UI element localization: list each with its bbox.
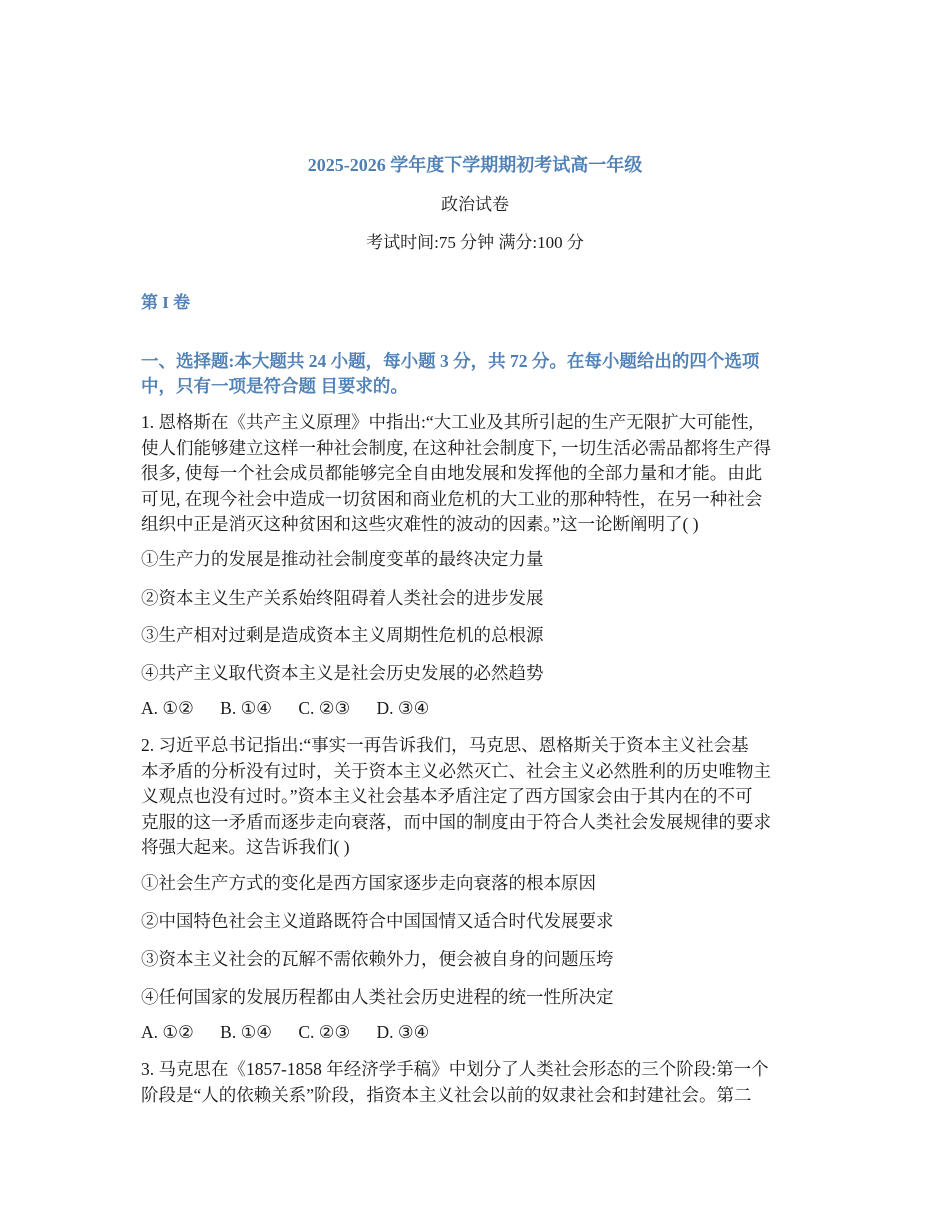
option-d[interactable]: D. ③④ — [376, 1022, 430, 1042]
stem-line: 2. 习近平总书记指出:“事实一再告诉我们，马克思、恩格斯关于资本主义社会基 — [141, 735, 749, 755]
question-2-stem — [141, 733, 831, 861]
section-heading — [141, 349, 821, 399]
question-1-stem — [141, 410, 831, 538]
q2-item-4: ④任何国家的发展历程都由人类社会历史进程的统一性所决定 — [141, 987, 614, 1007]
option-a[interactable]: A. ①② — [141, 698, 194, 718]
option-b[interactable]: B. ①④ — [220, 698, 272, 718]
question-3-stem — [141, 1057, 831, 1108]
q2-item-3: ③资本主义社会的瓦解不需依赖外力，便会被自身的问题压垮 — [141, 949, 614, 969]
volume-heading: 第 I 卷 — [141, 293, 191, 312]
section-heading-line: 一、选择题:本大题共 24 小题，每小题 3 分，共 72 分。在每小题给出的四个选项 — [141, 351, 760, 371]
option-b[interactable]: B. ①④ — [220, 1022, 272, 1042]
q2-item-2: ②中国特色社会主义道路既符合中国国情又适合时代发展要求 — [141, 911, 614, 931]
q1-item-2: ②资本主义生产关系始终阻碍着人类社会的进步发展 — [141, 588, 544, 608]
q1-item-1: ①生产力的发展是推动社会制度变革的最终决定力量 — [141, 549, 544, 569]
q2-item-1: ①社会生产方式的变化是西方国家逐步走向衰落的根本原因 — [141, 873, 596, 893]
q1-options — [141, 698, 451, 719]
exam-title: 2025-2026 学年度下学期期初考试高一年级 — [307, 155, 643, 175]
stem-line: 本矛盾的分析没有过时，关于资本主义必然灭亡、社会主义必然胜利的历史唯物主 — [141, 760, 771, 781]
option-a[interactable]: A. ①② — [141, 1022, 194, 1042]
option-c[interactable]: C. ②③ — [298, 1022, 351, 1042]
stem-line: 可见, 在现今社会中造成一切贫困和商业危机的大工业的那种特性，在另一种社会 — [141, 488, 763, 509]
exam-info: 考试时间:75 分钟 满分:100 分 — [366, 233, 584, 252]
stem-line: 将强大起来。这告诉我们( ) — [141, 837, 350, 857]
stem-line: 很多, 使每一个社会成员都能够完全自由地发展和发挥他的全部力量和才能。由此 — [141, 463, 763, 483]
q1-item-3: ③生产相对过剩是造成资本主义周期性危机的总根源 — [141, 625, 544, 645]
stem-line: 组织中正是消灭这种贫困和这些灾难性的波动的因素。”这一论断阐明了( ) — [141, 514, 699, 534]
stem-line: 3. 马克思在《1857-1858 年经济学手稿》中划分了人类社会形态的三个阶段:第一个 — [141, 1059, 769, 1079]
stem-line: 1. 恩格斯在《共产主义原理》中指出:“大工业及其所引起的生产无限扩大可能性, — [141, 412, 754, 432]
section-heading-line: 中，只有一项是符合题 目要求的。 — [141, 376, 408, 396]
q1-item-4: ④共产主义取代资本主义是社会历史发展的必然趋势 — [141, 663, 544, 683]
q2-options — [141, 1022, 451, 1043]
stem-line: 使人们能够建立这样一种社会制度, 在这种社会制度下, 一切生活必需品都将生产得 — [141, 437, 771, 458]
stem-line: 克服的这一矛盾而逐步走向衰落，而中国的制度由于符合人类社会发展规律的要求 — [141, 811, 771, 832]
stem-line: 义观点也没有过时。”资本主义社会基本矛盾注定了西方国家会由于其内在的不可 — [141, 786, 753, 806]
exam-subject: 政治试卷 — [441, 195, 509, 214]
stem-line: 阶段是“人的依赖关系”阶段，指资本主义社会以前的奴隶社会和封建社会。第二 — [141, 1084, 752, 1105]
option-d[interactable]: D. ③④ — [376, 698, 430, 718]
option-c[interactable]: C. ②③ — [298, 698, 351, 718]
